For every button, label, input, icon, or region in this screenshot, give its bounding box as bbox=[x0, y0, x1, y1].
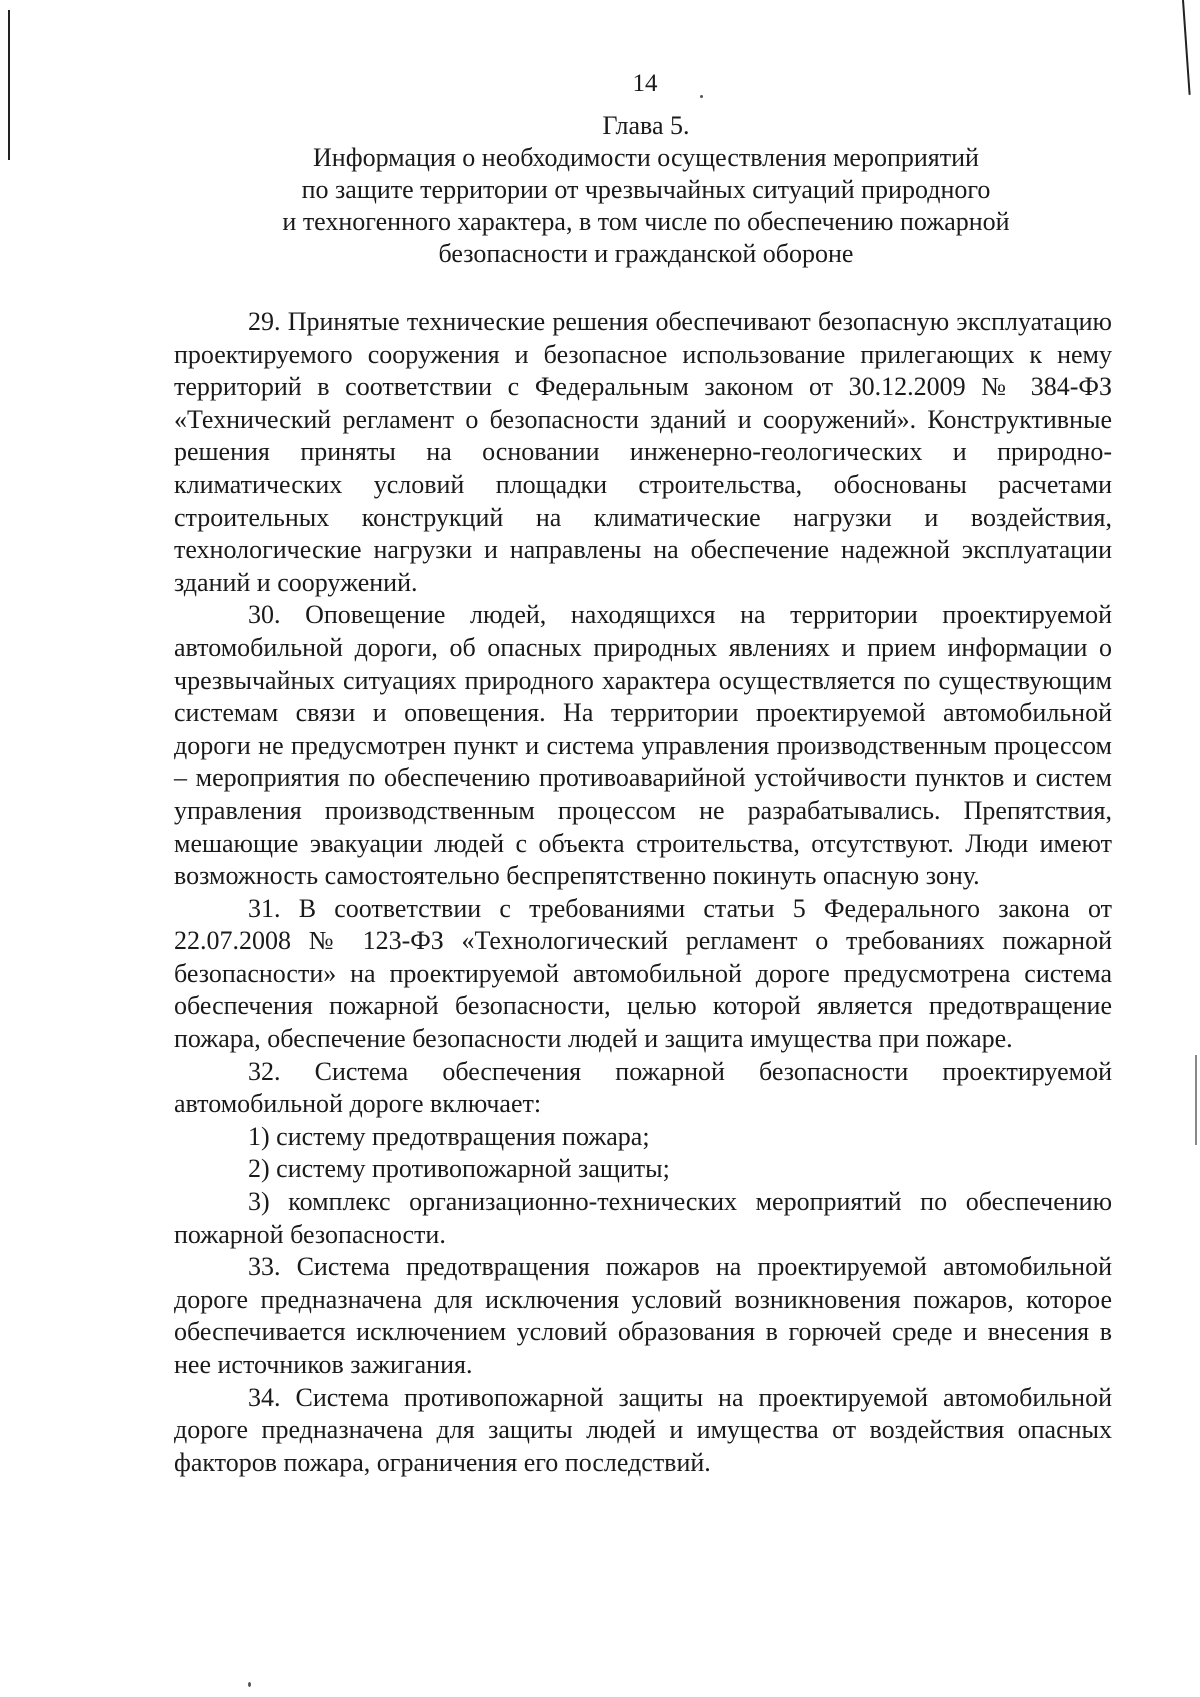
chapter-title-line: Информация о необходимости осуществления мероприятий bbox=[313, 143, 979, 172]
scan-speck bbox=[248, 1682, 251, 1687]
chapter-title-line: и техногенного характера, в том числе по обеспечению пожарной bbox=[282, 207, 1010, 236]
chapter-title-line: по защите территории от чрезвычайных ситуаций природного bbox=[301, 175, 991, 204]
page-number: 14 bbox=[632, 70, 658, 97]
chapter-title-line: безопасности и гражданской обороне bbox=[438, 239, 854, 268]
scan-edge-right-lower bbox=[1195, 1055, 1197, 1145]
list-item-3: 3) комплекс организационно-технических мероприятий по обеспечению пожарной безопасности. bbox=[174, 1187, 1112, 1249]
document-body bbox=[174, 306, 1112, 1479]
chapter-heading bbox=[180, 110, 1112, 270]
paragraph-30: 30. Оповещение людей, находящихся на территории проектируемой автомобильной дороги, об опасных природных явлениях и прием информации о чрезвычайных ситуациях природного характера осуществляется по существующим системам связи и оповещения. На территории проектируемой автомобильной дороги не предусмотрен пункт и система управления производственным процессом – мероприятия по обеспечению противоаварийной устойчивости пунктов и систем управления производственным процессом не разрабатывались. Препятствия, мешающие эвакуации людей с объекта строительства, отсутствуют. Люди имеют возможность самостоятельно беспрепятственно покинуть опасную зону. bbox=[174, 600, 1112, 891]
paragraph-32: 32. Система обеспечения пожарной безопасности проектируемой автомобильной дороге включает: bbox=[174, 1056, 1112, 1119]
paragraph-31: 31. В соответствии с требованиями статьи 5 Федерального закона от 22.07.2008 № 123-ФЗ «Технологический регламент о требованиях пожарной безопасности» на проектируемой автомобильной дороге предусмотрена система обеспечения пожарной безопасности, целью которой является предотвращение пожара, обеспечение безопасности людей и защита имущества при пожаре. bbox=[174, 893, 1112, 1054]
paragraph-34: 34. Система противопожарной защиты на проектируемой автомобильной дороге предназначена для защиты людей и имущества от воздействия опасных факторов пожара, ограничения его последствий. bbox=[174, 1382, 1112, 1477]
paragraph-33: 33. Система предотвращения пожаров на проектируемой автомобильной дороге предназначена для исключения условий возникновения пожаров, которое обеспечивается исключением условий образования в горючей среде и внесения в нее источников зажигания. bbox=[174, 1252, 1112, 1379]
chapter-label: Глава 5. bbox=[602, 111, 690, 140]
list-item-1: 1) систему предотвращения пожара; bbox=[248, 1121, 650, 1151]
list-item-2: 2) систему противопожарной защиты; bbox=[248, 1154, 670, 1184]
paragraph-29: 29. Принятые технические решения обеспечивают безопасную эксплуатацию проектируемого сооружения и безопасное использование прилегающих к нему территорий в соответствии с Федеральным законом от 30.12.2009 № 384-ФЗ «Технический регламент о безопасности зданий и сооружений». Конструктивные решения приняты на основании инженерно-геологических и природно-климатических условий площадки строительства, обоснованы расчетами строительных конструкций на климатические нагрузки и воздействия, технологические нагрузки и направлены на обеспечение надежной эксплуатации зданий и сооружений. bbox=[174, 307, 1112, 597]
